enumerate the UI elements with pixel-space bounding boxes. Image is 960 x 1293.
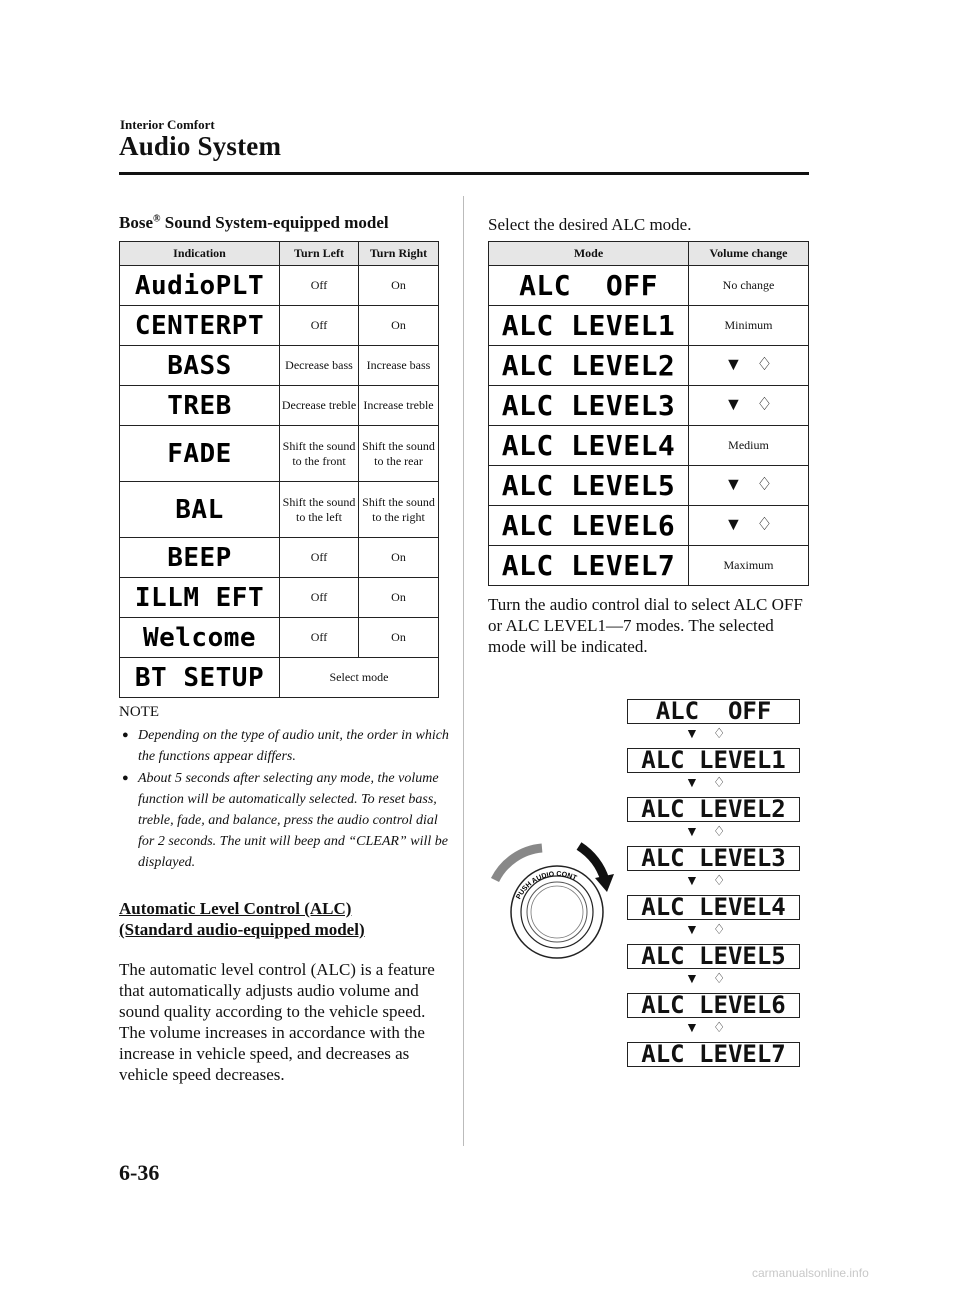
down-arrow-icon: ▼ — [685, 1020, 699, 1036]
step-arrows — [685, 726, 745, 743]
indication-display: BT SETUP — [120, 658, 280, 698]
alc-mode-table — [488, 241, 809, 586]
up-arrow-icon: ♢ — [712, 1021, 726, 1036]
alc-mode-display: ALC LEVEL6 — [489, 506, 689, 546]
note-list — [119, 725, 449, 874]
turn-right-cell: Increase bass — [359, 346, 439, 386]
alc-mode-display: ALC OFF — [489, 266, 689, 306]
bose-settings-table — [119, 241, 439, 698]
section-label: Interior Comfort — [120, 117, 215, 132]
step-arrows — [685, 1020, 745, 1037]
turn-left-cell: Off — [280, 306, 359, 346]
table-row — [489, 426, 809, 466]
step-arrows — [685, 922, 745, 939]
turn-right-cell: On — [359, 578, 439, 618]
indication-display: ILLM EFT — [120, 578, 280, 618]
alc-mode-display: ALC LEVEL1 — [489, 306, 689, 346]
alc-display-box: ALC LEVEL2 — [627, 797, 800, 822]
table-row — [120, 346, 439, 386]
up-arrow-icon: ♢ — [712, 727, 726, 742]
table-header-row — [120, 242, 439, 266]
table-row — [120, 386, 439, 426]
audio-control-dial-diagram — [487, 840, 617, 990]
table-row — [120, 578, 439, 618]
turn-left-cell: Off — [280, 618, 359, 658]
alc-display-box: ALC LEVEL6 — [627, 993, 800, 1018]
turn-right-cell: Shift the sound to the right — [359, 482, 439, 538]
down-arrow-icon: ▼ — [685, 775, 699, 791]
alc-display-box: ALC LEVEL3 — [627, 846, 800, 871]
turn-right-cell: On — [359, 538, 439, 578]
turn-left-cell: Off — [280, 266, 359, 306]
volume-change-cell — [689, 466, 809, 506]
note-item: ● Depending on the type of audio unit, the order in which the functions appear differs. — [119, 725, 449, 767]
column-header: Turn Left — [280, 242, 359, 266]
volume-change-cell: No change — [689, 266, 809, 306]
up-arrow-icon: ♢ — [756, 514, 773, 534]
step-arrows — [724, 514, 773, 534]
turn-right-cell: On — [359, 266, 439, 306]
turn-dial-text: Turn the audio control dial to select ALC OFF or ALC LEVEL1―7 modes. The selected mode will be indicated. — [488, 595, 803, 656]
indication-display: BAL — [120, 482, 280, 538]
table-row — [120, 618, 439, 658]
bullet-icon: ● — [122, 772, 129, 784]
page-title: Audio System — [119, 131, 282, 161]
indication-display: BASS — [120, 346, 280, 386]
down-arrow-icon: ▼ — [685, 824, 699, 840]
table-row — [489, 466, 809, 506]
down-arrow-icon: ▼ — [724, 394, 743, 414]
turn-left-cell: Off — [280, 538, 359, 578]
table-row — [489, 306, 809, 346]
alc-mode-display: ALC LEVEL2 — [489, 346, 689, 386]
alc-heading: Automatic Level Control (ALC) (Standard audio-equipped model) — [119, 899, 365, 939]
up-arrow-icon: ♢ — [756, 474, 773, 494]
turn-left-cell: Shift the sound to the left — [280, 482, 359, 538]
table-row — [120, 306, 439, 346]
turn-right-cell: On — [359, 618, 439, 658]
step-arrows — [724, 394, 773, 414]
turn-right-cell: Increase treble — [359, 386, 439, 426]
indication-display: CENTERPT — [120, 306, 280, 346]
select-mode-cell: Select mode — [280, 658, 439, 698]
table-row — [120, 658, 439, 698]
indication-display: FADE — [120, 426, 280, 482]
volume-change-cell: Medium — [689, 426, 809, 466]
page-number: 6-36 — [119, 1160, 160, 1185]
down-arrow-icon: ▼ — [724, 354, 743, 374]
turn-left-cell: Off — [280, 578, 359, 618]
alc-mode-display: ALC LEVEL4 — [489, 426, 689, 466]
up-arrow-icon: ♢ — [756, 354, 773, 374]
alc-display-box: ALC LEVEL1 — [627, 748, 800, 773]
up-arrow-icon: ♢ — [712, 776, 726, 791]
column-header: Volume change — [689, 242, 809, 266]
alc-display-box: ALC OFF — [627, 699, 800, 724]
alc-mode-display: ALC LEVEL3 — [489, 386, 689, 426]
header-rule — [119, 172, 809, 175]
up-arrow-icon: ♢ — [756, 394, 773, 414]
volume-change-cell: Minimum — [689, 306, 809, 346]
registered-mark: ® — [153, 213, 161, 225]
indication-display: AudioPLT — [120, 266, 280, 306]
rotation-arrow-right-icon — [579, 846, 605, 880]
step-arrows — [724, 354, 773, 374]
turn-right-cell: Shift the sound to the rear — [359, 426, 439, 482]
up-arrow-icon: ♢ — [712, 874, 726, 889]
table-row — [120, 426, 439, 482]
down-arrow-icon: ▼ — [685, 873, 699, 889]
watermark: carmanualsonline.info — [752, 1266, 869, 1280]
turn-left-cell: Shift the sound to the front — [280, 426, 359, 482]
table-row — [489, 346, 809, 386]
bullet-icon: ● — [122, 729, 129, 741]
indication-display: TREB — [120, 386, 280, 426]
column-divider — [463, 196, 464, 1146]
alc-display-box: ALC LEVEL4 — [627, 895, 800, 920]
table-header-row — [489, 242, 809, 266]
table-row — [120, 266, 439, 306]
turn-left-cell: Decrease bass — [280, 346, 359, 386]
indication-display: BEEP — [120, 538, 280, 578]
up-arrow-icon: ♢ — [712, 825, 726, 840]
column-header: Indication — [120, 242, 280, 266]
dial-outer-ring — [511, 866, 603, 958]
note-title: NOTE — [119, 704, 159, 720]
alc-mode-display: ALC LEVEL5 — [489, 466, 689, 506]
down-arrow-icon: ▼ — [685, 726, 699, 742]
step-arrows — [685, 971, 745, 988]
dial-knob-inner — [531, 886, 583, 938]
volume-change-cell — [689, 386, 809, 426]
table-row — [489, 506, 809, 546]
step-arrows — [685, 873, 745, 890]
dial-knob — [527, 882, 587, 942]
down-arrow-icon: ▼ — [724, 514, 743, 534]
turn-left-cell: Decrease treble — [280, 386, 359, 426]
alc-display-box: ALC LEVEL7 — [627, 1042, 800, 1067]
step-arrows — [685, 824, 745, 841]
step-arrows — [724, 474, 773, 494]
column-header: Turn Right — [359, 242, 439, 266]
table-row — [120, 538, 439, 578]
volume-change-cell — [689, 506, 809, 546]
turn-right-cell: On — [359, 306, 439, 346]
down-arrow-icon: ▼ — [724, 474, 743, 494]
alc-mode-display: ALC LEVEL7 — [489, 546, 689, 586]
alc-display-box: ALC LEVEL5 — [627, 944, 800, 969]
note-item: ● About 5 seconds after selecting any mode, the volume function will be automatically selected. To reset bass, treble, fade, and balance, press the audio control dial for 2 seconds. The unit will beep and “CLEAR” will be displayed. — [119, 768, 449, 873]
bose-heading: Bose® Sound System-equipped model — [119, 213, 389, 232]
down-arrow-icon: ▼ — [685, 971, 699, 987]
column-header: Mode — [489, 242, 689, 266]
alc-intro: Select the desired ALC mode. — [488, 215, 692, 234]
volume-change-cell: Maximum — [689, 546, 809, 586]
indication-display: Welcome — [120, 618, 280, 658]
table-row — [489, 386, 809, 426]
table-row — [489, 266, 809, 306]
rotation-arrow-left-icon — [495, 848, 542, 880]
table-row — [120, 482, 439, 538]
step-arrows — [685, 775, 745, 792]
table-row — [489, 546, 809, 586]
dial-label: PUSH AUDIO CONT — [515, 870, 578, 901]
alc-description: The automatic level control (ALC) is a feature that automatically adjusts audio volume and sound quality according to the vehicle speed. The volume increases in accordance with the increase in vehicle speed, and decreases as vehicle speed decreases. — [119, 960, 435, 1084]
up-arrow-icon: ♢ — [712, 923, 726, 938]
volume-change-cell — [689, 346, 809, 386]
down-arrow-icon: ▼ — [685, 922, 699, 938]
up-arrow-icon: ♢ — [712, 972, 726, 987]
